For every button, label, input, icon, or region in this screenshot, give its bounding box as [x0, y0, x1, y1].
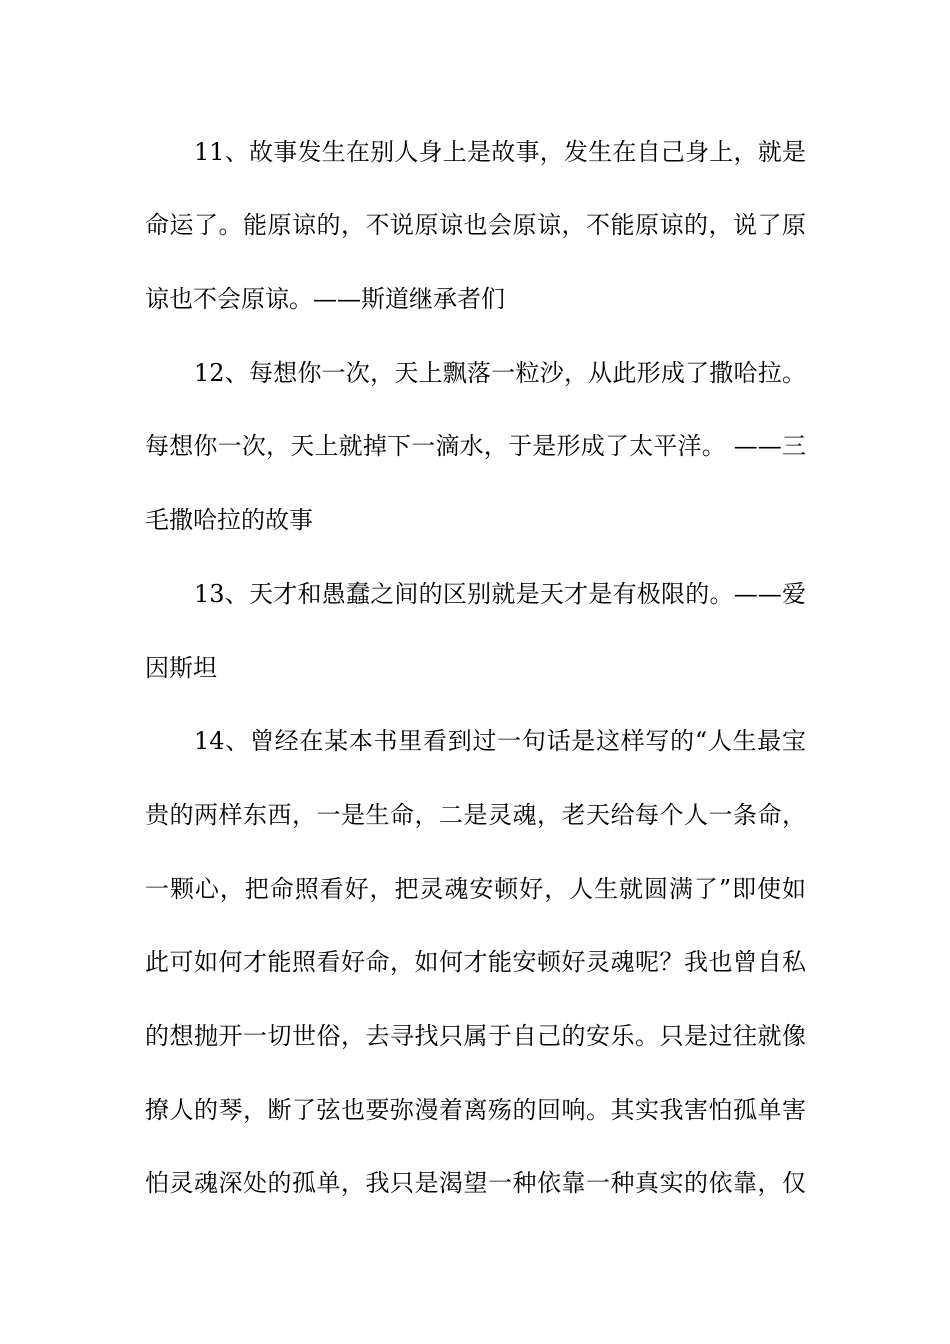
text-line: 贵的两样东西，一是生命，二是灵魂，老天给每个人一条命， — [145, 801, 806, 829]
paragraph-14-line-7 — [0, 1163, 950, 1203]
paragraph-11-line-2 — [0, 205, 950, 245]
text-line: 撩人的琴，断了弦也要弥漫着离殇的回响。其实我害怕孤单害 — [145, 1096, 806, 1124]
text-line: 谅也不会原谅。——斯道继承者们 — [145, 285, 505, 313]
paragraph-14-line-5 — [0, 1016, 950, 1056]
paragraph-12-line-2 — [0, 426, 950, 466]
text-line: 14、曾经在某本书里看到过一句话是这样写的“人生最宝 — [194, 727, 806, 755]
paragraph-14-line-2 — [0, 795, 950, 835]
paragraph-12-line-3 — [0, 500, 950, 540]
text-line: 一颗心，把命照看好，把灵魂安顿好，人生就圆满了”即使如 — [145, 875, 806, 903]
text-line: 每想你一次，天上就掉下一滴水，于是形成了太平洋。 ——三 — [145, 432, 806, 460]
text-line: 因斯坦 — [145, 654, 217, 682]
text-line: 命运了。能原谅的，不说原谅也会原谅，不能原谅的，说了原 — [145, 211, 806, 239]
text-line: 13、天才和愚蠢之间的区别就是天才是有极限的。——爱 — [194, 580, 806, 608]
text-line: 此可如何才能照看好命，如何才能安顿好灵魂呢？我也曾自私 — [145, 948, 806, 976]
paragraph-13-line-2 — [0, 648, 950, 688]
text-line: 怕灵魂深处的孤单，我只是渴望一种依靠一种真实的依靠，仅 — [145, 1169, 806, 1197]
paragraph-14-line-4 — [0, 942, 950, 982]
paragraph-11-line-3 — [0, 279, 950, 319]
paragraph-13-line-1 — [0, 574, 950, 614]
paragraph-14-line-6 — [0, 1090, 950, 1130]
text-line: 的想抛开一切世俗，去寻找只属于自己的安乐。只是过往就像 — [145, 1022, 806, 1050]
paragraph-14-line-3 — [0, 869, 950, 909]
text-line: 毛撒哈拉的故事 — [145, 506, 313, 534]
paragraph-12-line-1 — [0, 353, 950, 393]
text-line: 12、每想你一次，天上飘落一粒沙，从此形成了撒哈拉。 — [194, 359, 806, 387]
paragraph-14-line-1 — [0, 721, 950, 761]
paragraph-11-line-1 — [0, 132, 950, 172]
text-line: 11、故事发生在别人身上是故事，发生在自己身上，就是 — [194, 138, 806, 166]
